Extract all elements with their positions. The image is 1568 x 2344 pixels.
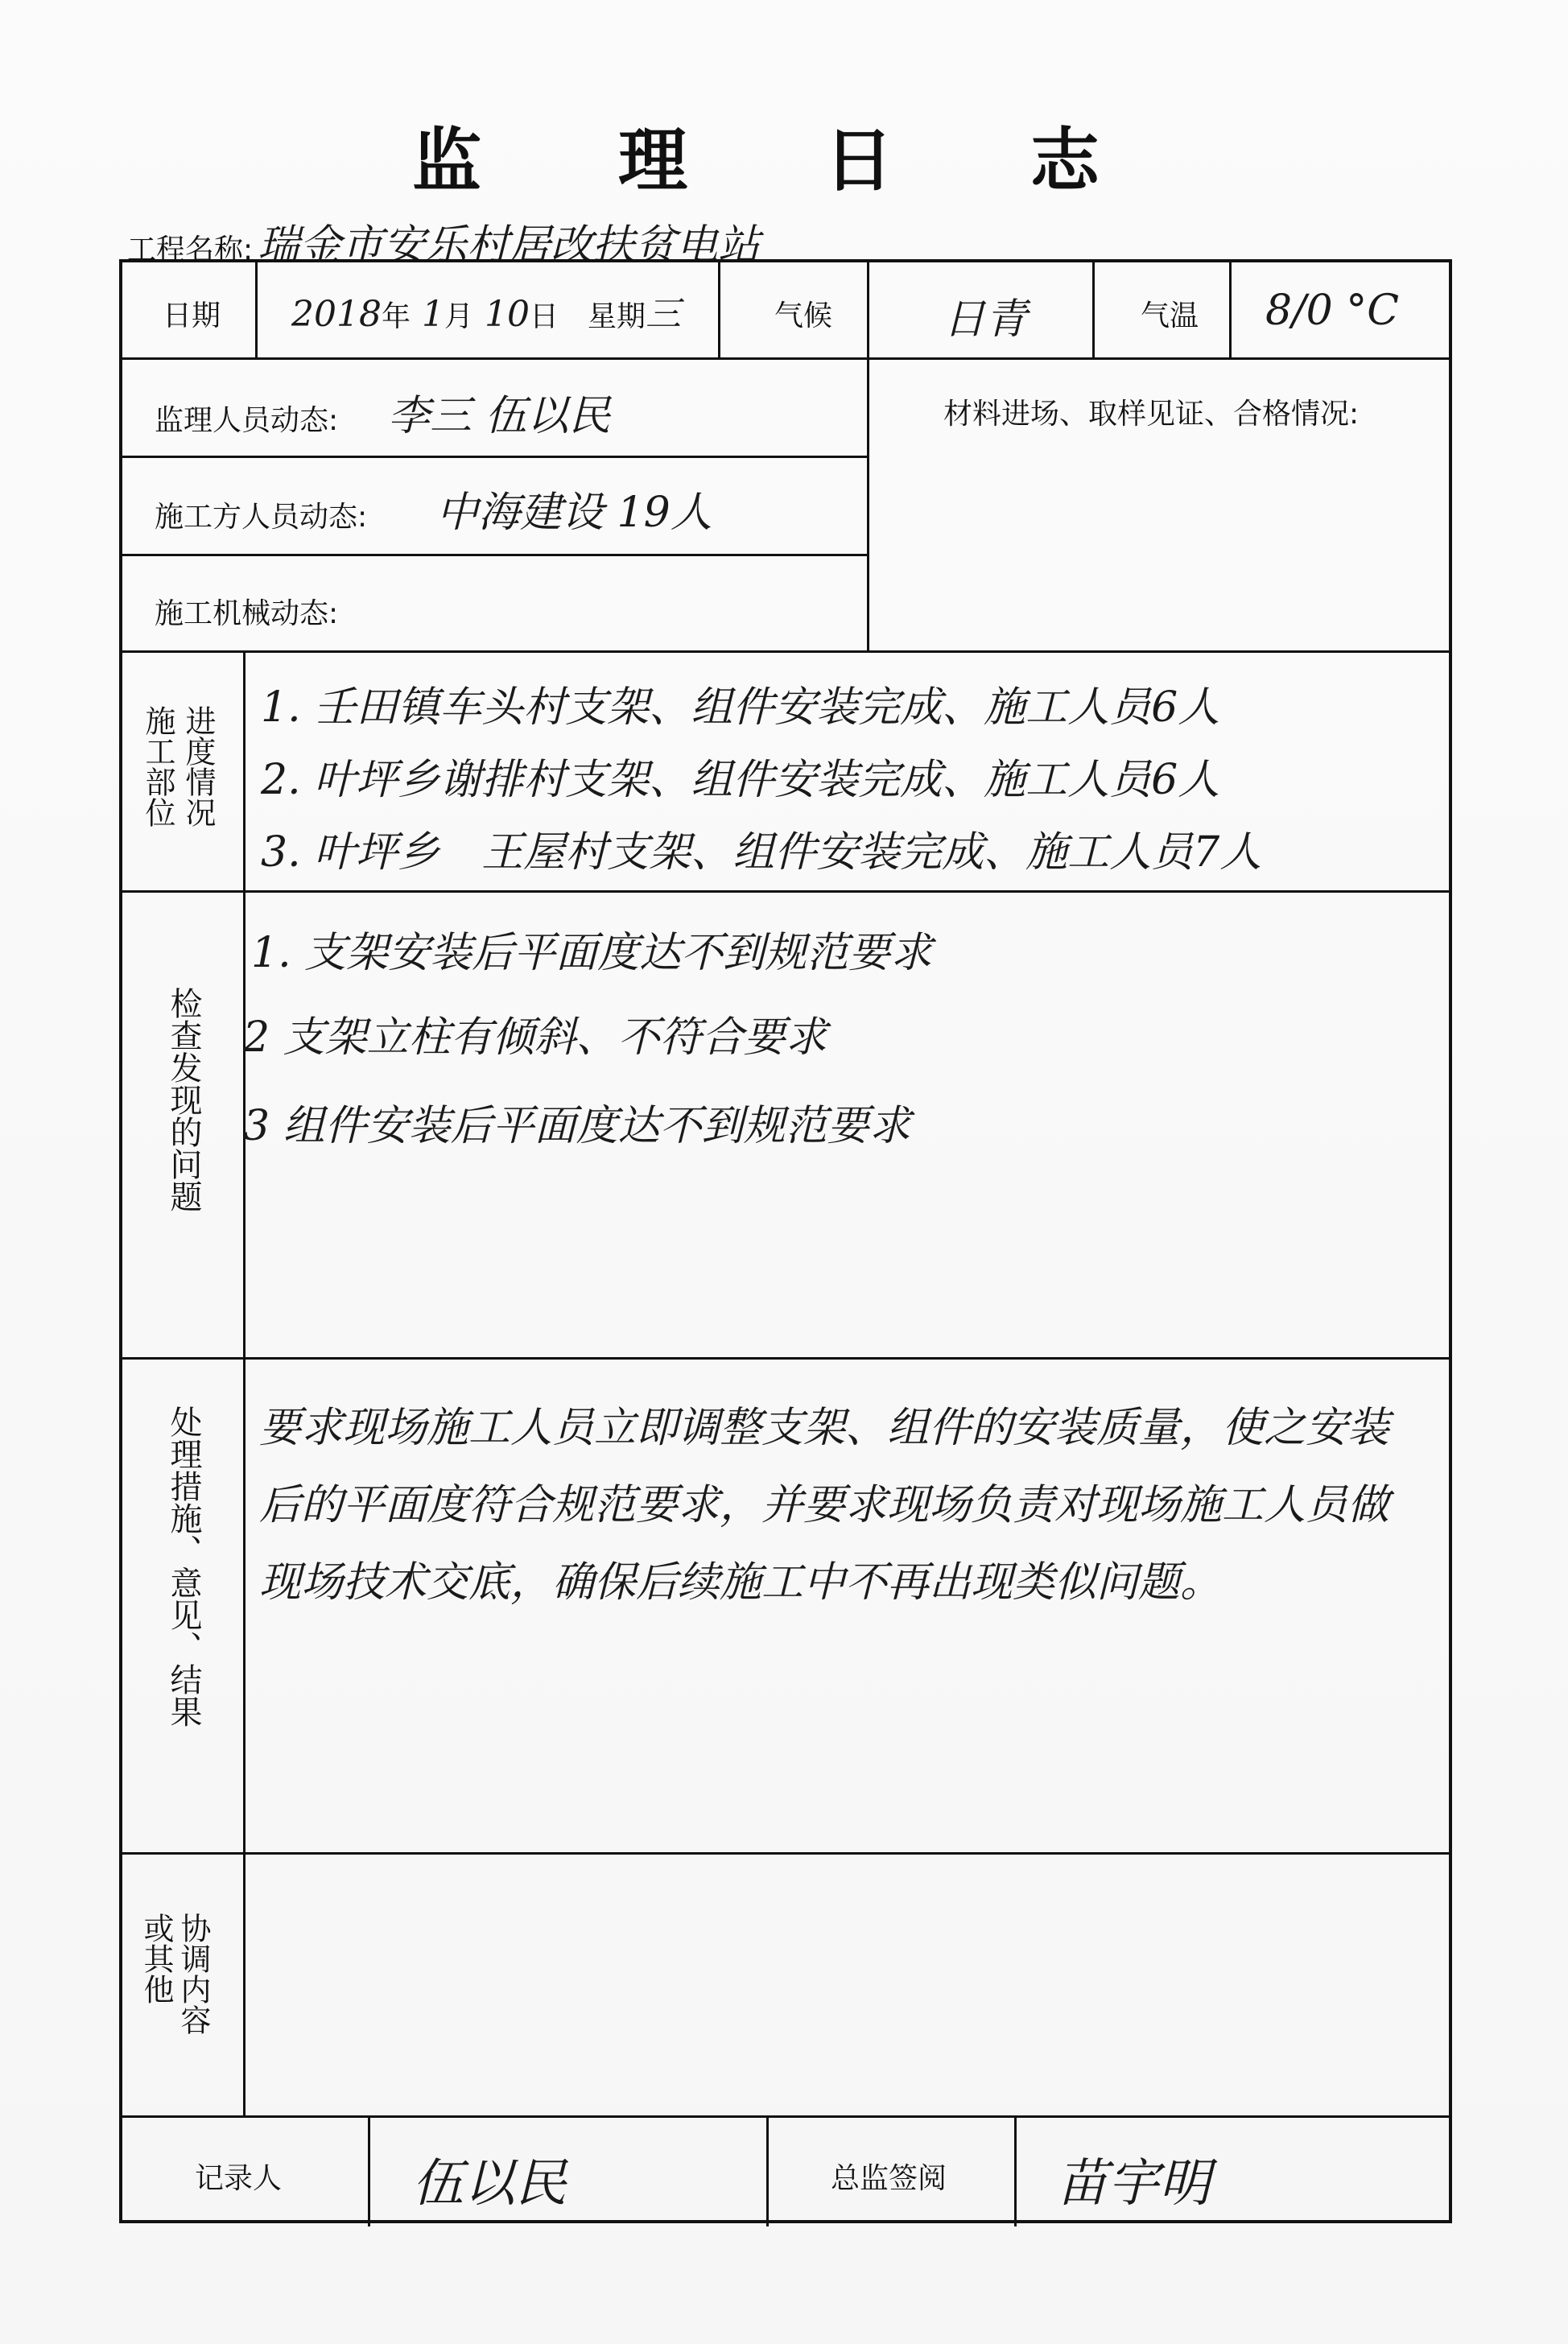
rule-v-recorder <box>368 2115 370 2226</box>
climate-value: 日青 <box>943 295 1028 344</box>
rule-personnel-1 <box>122 456 867 458</box>
issues-line-2: 2 支架立柱有倾斜、不符合要求 <box>243 1013 827 1062</box>
rule-v-date <box>255 262 258 357</box>
chief-label: 总监签阅 <box>831 2162 947 2195</box>
rule-v-temp-l <box>1092 262 1095 357</box>
page-title: 监 理 日 志 <box>412 121 1156 201</box>
rule-v-climate-l <box>718 262 720 357</box>
rule-v-labels <box>243 650 246 2115</box>
date-field <box>291 285 681 336</box>
rule-v-temp-r <box>1229 262 1232 357</box>
date-year: 2018 <box>291 294 382 335</box>
temp-label: 气温 <box>1141 299 1199 332</box>
rule-header <box>122 357 1449 360</box>
weekday-label: 星期 <box>588 300 646 333</box>
rule-coordination-top <box>122 1852 1449 1855</box>
rule-footer-top <box>122 2115 1449 2118</box>
issues-label: 检查发现的问题 <box>165 987 202 1212</box>
machinery-label: 施工机械动态: <box>155 597 339 630</box>
date-month: 1 <box>422 294 444 335</box>
project-name-label: 工程名称: <box>127 233 254 266</box>
rule-issues-top <box>122 890 1449 893</box>
rule-progress-top <box>122 650 1449 653</box>
project-name-value: 瑞金市安乐村居改扶贫电站 <box>258 221 761 270</box>
rule-v-chief-r <box>1014 2115 1017 2226</box>
progress-label-a: 施工部位 <box>140 705 175 827</box>
coordination-label-b: 或其他 <box>138 1913 174 2004</box>
date-day: 10 <box>485 294 530 335</box>
progress-line-3: 3. 叶坪乡 王屋村支架、组件安装完成、施工人员7人 <box>261 828 1262 877</box>
temp-value: 8/0 °C <box>1265 287 1400 335</box>
supervisor-value: 李三 伍以民 <box>388 392 611 440</box>
climate-label: 气候 <box>774 299 833 332</box>
log-table <box>119 259 1452 2223</box>
contractor-value: 中海建设 19人 <box>436 489 712 537</box>
issues-line-3: 3 组件安装后平面度达不到规范要求 <box>243 1102 911 1150</box>
materials-label: 材料进场、取样见证、合格情况: <box>943 398 1360 431</box>
measures-label: 处理措施、意见、结果 <box>165 1405 202 1727</box>
date-year-unit: 年 <box>381 300 411 333</box>
measures-text: 要求现场施工人员立即调整支架、组件的安装质量，使之安装后的平面度符合规范要求，并要求现场负责对现场施工人员做现场技术交底，确保后续施工中不再出现类似问题。 <box>259 1404 1390 1607</box>
rule-measures-top <box>122 1357 1449 1360</box>
coordination-label-a: 协调内容 <box>175 1913 211 2035</box>
progress-line-1: 1. 壬田镇车头村支架、组件安装完成、施工人员6人 <box>261 683 1220 732</box>
date-month-unit: 月 <box>444 300 474 333</box>
rule-personnel-2 <box>122 554 867 556</box>
date-label: 日期 <box>163 299 221 332</box>
date-day-unit: 日 <box>530 300 559 333</box>
recorder-label: 记录人 <box>195 2162 283 2195</box>
chief-signature: 苗宇明 <box>1056 2154 1211 2214</box>
recorder-signature: 伍以民 <box>412 2154 567 2214</box>
progress-line-2: 2. 叶坪乡谢排村支架、组件安装完成、施工人员6人 <box>261 756 1220 804</box>
contractor-label: 施工方人员动态: <box>155 501 368 534</box>
rule-v-materials <box>867 262 869 650</box>
supervisor-label: 监理人员动态: <box>155 404 339 437</box>
weekday-value: 三 <box>646 294 682 335</box>
issues-line-1: 1. 支架安装后平面度达不到规范要求 <box>251 929 933 977</box>
progress-label-b: 进度情况 <box>180 705 216 827</box>
rule-v-chief-l <box>766 2115 769 2226</box>
